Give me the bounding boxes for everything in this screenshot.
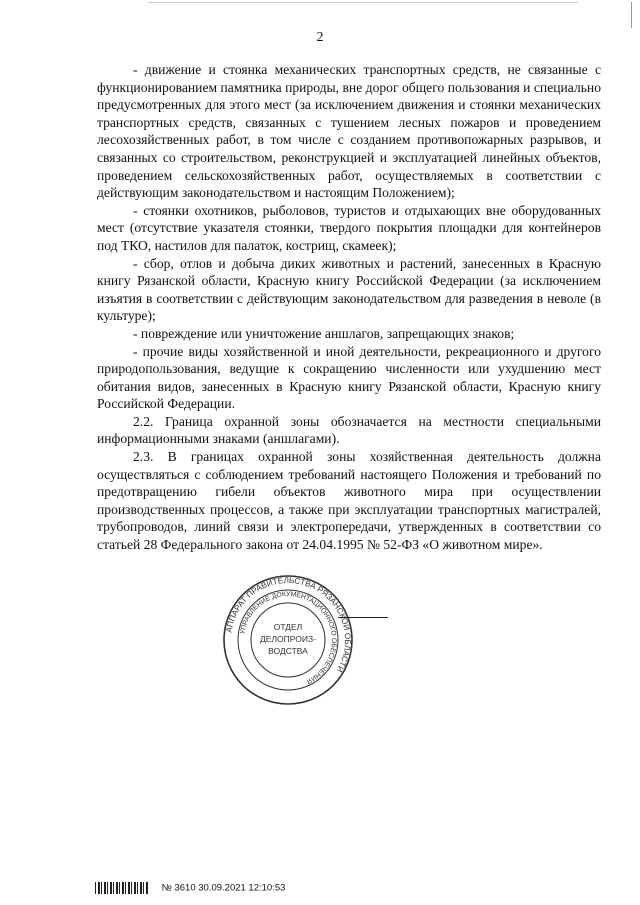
paragraph-2-3: 2.3. В границах охранной зоны хозяйственная деятельность должна осуществляться с соблюдением требований настоящего Положения и требований по предотвращению гибели объектов животного мира при осуществлении производственных процессов, а также при эксплуатации транспортных магистралей, трубопроводов, линий связи и электропередачи, утвержденных в соответствии со статьей 28 Федерального закона от 24.04.1995 № 52-ФЗ «О животном мире». xyxy=(97,449,601,553)
scan-top-edge xyxy=(148,2,578,3)
stamp-outer-text: АППАРАТ ПРАВИТЕЛЬСТВА РЯЗАНСКОЙ ОБЛАСТИ xyxy=(224,575,353,674)
paragraph-2-2: 2.2. Граница охранной зоны обозначается на местности специальными информационными знаками (аншлагами). xyxy=(97,413,601,447)
document-body xyxy=(97,61,601,554)
paragraph-vehicle-movement: - движение и стоянка механических транспортных средств, не связанные с функционированием памятника природы, вне дорог общего пользования и специально предусмотренных для этого мест (за исключением движения и стоянки механических транспортных средств, связанных с тушением лесных пожаров и проведением лесохозяйственных работ, в том числе с созданием противопожарных разрывов, и связанных со строительством, реконструкцией и эксплуатацией линейных объектов, проведением сельскохозяйственных работ, осуществляемых в соответствии с действующим законодательством и настоящим Положением); xyxy=(97,62,601,201)
paragraph-wildlife-collection: - сбор, отлов и добыча диких животных и растений, занесенных в Красную книгу Рязанской области, Красную книгу Российской Федерации (за исключением изъятия в соответствии с действующим законодательством для разведения в неволе (в культуре); xyxy=(97,255,601,324)
registration-footer xyxy=(95,882,285,894)
signature-line xyxy=(338,617,388,618)
stamp-center-line-1: ОТДЕЛ xyxy=(273,622,303,632)
registration-number: № 3610 xyxy=(161,882,196,894)
page-number: 2 xyxy=(316,30,324,45)
stamp-center-line-3: ВОДСТВА xyxy=(268,646,308,656)
paragraph-signs-damage: - повреждение или уничтожение аншлагов, запрещающих знаков; xyxy=(133,325,515,341)
registration-datetime: 30.09.2021 12:10:53 xyxy=(198,882,286,894)
stamp-inner-text: УПРАВЛЕНИЕ ДОКУМЕНТАЦИОННОГО ОБЕСПЕЧЕНИЯ xyxy=(239,590,338,685)
official-stamp xyxy=(222,574,354,706)
scan-edge-mark xyxy=(631,2,632,28)
barcode-icon xyxy=(95,882,149,894)
paragraph-camping: - стоянки охотников, рыболовов, туристов и отдыхающих вне оборудованных мест (отсутствие указателя стоянки, твердого покрытия площадки для контейнеров под ТКО, настилов для палаток, кострищ, скамеек); xyxy=(97,202,601,253)
stamp-center-line-2: ДЕЛОПРОИЗ- xyxy=(260,634,316,644)
paragraph-other-activities: - прочие виды хозяйственной и иной деятельности, рекреационного и другого природопользования, ведущие к сокращению численности или ухудшению мест обитания видов, занесенных в Красную книгу Рязанской области, Красную книгу Российской Федерации. xyxy=(97,343,601,412)
